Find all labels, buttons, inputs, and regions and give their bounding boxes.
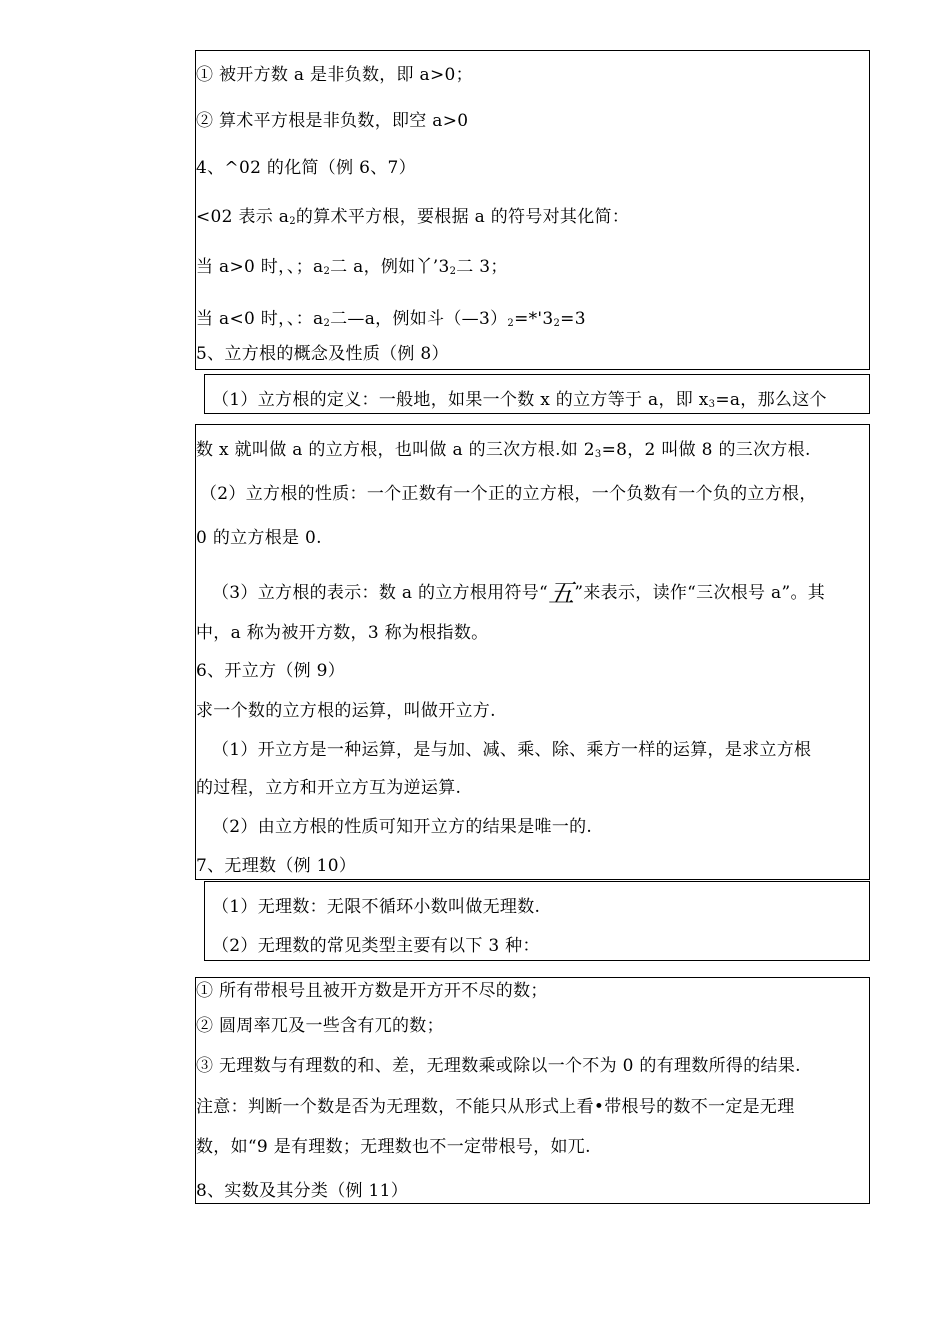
text-line: 求一个数的立方根的运算，叫做开立方. xyxy=(196,701,496,721)
heading-simplify: 4、^02 的化简（例 6、7） xyxy=(196,158,416,178)
text-line: ① 所有带根号且被开方数是开方开不尽的数； xyxy=(196,981,548,1001)
text-line: ② 算术平方根是非负数，即空 a>0 xyxy=(196,111,469,131)
heading-cube-root-extraction: 6、开立方（例 9） xyxy=(196,661,346,681)
text-line: （2）立方根的性质：一个正数有一个正的立方根，一个负数有一个负的立方根， xyxy=(200,484,817,504)
cube-root-symbol: 五 xyxy=(548,579,575,609)
heading-real-numbers: 8、实数及其分类（例 11） xyxy=(196,1181,409,1201)
heading-irrational: 7、无理数（例 10） xyxy=(196,856,357,876)
text-line: （2）无理数的常见类型主要有以下 3 种： xyxy=(212,936,540,956)
text-line: （1）立方根的定义：一般地，如果一个数 x 的立方等于 a，即 $x_3=a$，那么这个 xyxy=(212,390,827,410)
section-box-e xyxy=(195,977,870,1204)
text-line: ② 圆周率兀及一些含有兀的数； xyxy=(196,1016,444,1036)
text-line: ③ 无理数与有理数的和、差，无理数乘或除以一个不为 0 的有理数所得的结果. xyxy=(196,1056,801,1076)
text-line: <02 表示 $a_2$的算术平方根，要根据 a 的符号对其化简： xyxy=(196,207,630,227)
text-line: （1）开立方是一种运算，是与加、减、乘、除、乘方一样的运算，是求立方根 xyxy=(212,740,812,760)
text-line: （3）立方根的表示：数 a 的立方根用符号“五”来表示，读作“三次根号 a”。其 xyxy=(212,579,826,609)
text-line: ① 被开方数 a 是非负数，即 a>0； xyxy=(196,65,473,85)
text-line: 0 的立方根是 0. xyxy=(196,528,322,548)
text-line: 当 a>0 时，、；$a_2$二 a，例如丫$’3_2$二 3； xyxy=(196,257,508,277)
text-line: 的过程，立方和开立方互为逆运算. xyxy=(196,778,462,798)
text-line: （2）由立方根的性质可知开立方的结果是唯一的. xyxy=(212,817,593,837)
text-line: （1）无理数：无限不循环小数叫做无理数. xyxy=(212,897,541,917)
note-line: 注意：判断一个数是否为无理数，不能只从形式上看•带根号的数不一定是无理 xyxy=(196,1097,795,1117)
text-line: 中，a 称为被开方数，3 称为根指数。 xyxy=(196,623,489,643)
text-line: 数 x 就叫做 a 的立方根，也叫做 a 的三次方根.如 $2_3=8$，2 叫做 8 的三次方根. xyxy=(196,440,811,460)
heading-cube-root: 5、立方根的概念及性质（例 8） xyxy=(196,344,449,364)
note-line: 数，如“9 是有理数；无理数也不一定带根号，如兀. xyxy=(196,1137,591,1157)
text-line: 当 a<0 时，、：$a_2$二—a，例如斗$(—3)_2=*'3_2=3$ xyxy=(196,309,586,329)
